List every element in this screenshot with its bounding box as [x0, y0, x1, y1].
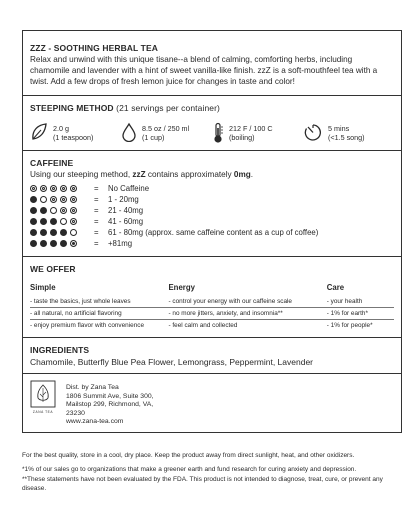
caffeine-dot-icon — [50, 185, 57, 192]
offer-item: - your health — [327, 296, 394, 308]
caffeine-section — [23, 151, 401, 257]
caffeine-dot-icon — [30, 185, 37, 192]
steep-temperature-note: (boiling) — [229, 132, 255, 142]
caffeine-scale-row — [30, 194, 394, 205]
offer-heading: Energy — [168, 283, 195, 292]
equals-sign: = — [94, 239, 99, 248]
offer-item: - control your energy with our caffeine scale — [168, 296, 326, 308]
caffeine-dots — [30, 185, 94, 192]
caffeine-dot-icon — [70, 240, 77, 247]
caffeine-dot-icon — [40, 229, 47, 236]
caffeine-dot-icon — [60, 185, 67, 192]
caffeine-dot-icon — [70, 207, 77, 214]
caffeine-range-label: 21 - 40mg — [108, 206, 144, 215]
offer-item: - 1% for earth* — [327, 308, 394, 320]
caffeine-dots — [30, 240, 94, 247]
steep-time-note: (<1.5 song) — [328, 132, 365, 142]
logo-text: ZANA TEA — [32, 410, 54, 414]
caffeine-scale-row — [30, 238, 394, 249]
steep-water-note: (1 cup) — [142, 132, 165, 142]
offer-item: - all natural, no artificial flavoring — [30, 308, 168, 320]
offer-item: - 1% for people* — [326, 322, 373, 329]
caffeine-summary-end: . — [250, 170, 254, 179]
distributor-website: www.zana-tea.com — [66, 418, 124, 426]
caffeine-scale-row — [30, 227, 394, 238]
steeping-row — [30, 122, 394, 144]
offer-heading: Simple — [30, 283, 56, 292]
ingredients-list: Chamomile, Butterfly Blue Pea Flower, Lemongrass, Peppermint, Lavender — [30, 357, 313, 367]
storage-note: For the best quality, store in a cool, dry place. Keep the product away from direct sunlight, heat, and other oxidizers. — [22, 452, 355, 459]
equals-sign: = — [94, 228, 99, 237]
caffeine-dot-icon — [60, 218, 67, 225]
ingredients-section — [23, 338, 401, 374]
caffeine-dot-icon — [50, 196, 57, 203]
distributor-line: Dist. by Zana Tea — [66, 384, 119, 391]
steeping-subtitle: (21 servings per container) — [116, 103, 220, 113]
steeping-section — [23, 96, 401, 151]
offer-columns — [30, 282, 394, 331]
caffeine-summary-pre: Using our steeping method, — [30, 170, 133, 179]
distributor-line: Mailstop 299, Richmond, VA, — [66, 401, 154, 409]
caffeine-dot-icon — [60, 207, 67, 214]
caffeine-dot-icon — [70, 229, 77, 236]
donation-footnote: *1% of our sales go to organizations that make a greener earth and fund research for curing anxiety and depression. — [22, 466, 357, 474]
offer-item: - taste the basics, just whole leaves — [30, 296, 168, 308]
caffeine-dot-icon — [60, 229, 67, 236]
offer-column-care — [327, 282, 394, 331]
offer-item: - enjoy premium flavor with convenience — [30, 322, 145, 329]
leaf-icon — [30, 122, 48, 142]
fda-disclaimer: **These statements have not been evaluated by the FDA. This product is not intended to diagnose, treat, cure, or prevent any disease. — [22, 475, 383, 492]
steep-amount-value: 2.0 g — [53, 124, 69, 133]
caffeine-dot-icon — [30, 229, 37, 236]
offer-title: WE OFFER — [30, 264, 76, 274]
intro-section — [23, 31, 401, 96]
equals-sign: = — [94, 184, 99, 193]
distributor-address — [66, 380, 154, 427]
offer-heading: Care — [326, 283, 345, 292]
caffeine-scale-row — [30, 205, 394, 216]
caffeine-dot-icon — [70, 185, 77, 192]
steep-water — [121, 122, 212, 144]
caffeine-dots — [30, 229, 94, 236]
caffeine-dot-icon — [50, 218, 57, 225]
steep-water-value: 8.5 oz / 250 ml — [142, 124, 190, 133]
distributor-line: 1806 Summit Ave, Suite 300, — [66, 392, 154, 400]
product-label — [22, 30, 402, 433]
thermometer-icon — [212, 122, 224, 144]
equals-sign: = — [94, 195, 99, 204]
caffeine-summary-brand: zzZ — [132, 170, 146, 179]
caffeine-summary-mid: contains approximately — [145, 170, 234, 179]
caffeine-dot-icon — [50, 240, 57, 247]
caffeine-dot-icon — [60, 196, 67, 203]
caffeine-dot-icon — [70, 196, 77, 203]
distributor-section — [23, 374, 401, 432]
equals-sign: = — [94, 217, 99, 226]
offer-section — [23, 257, 401, 338]
caffeine-title: CAFFEINE — [30, 158, 74, 168]
steep-time — [303, 122, 394, 144]
caffeine-range-label: 41 - 60mg — [108, 217, 144, 226]
distributor-line: 23230 — [66, 409, 85, 417]
steep-temperature — [212, 122, 303, 144]
caffeine-scale — [30, 183, 394, 249]
caffeine-dot-icon — [70, 218, 77, 225]
caffeine-dot-icon — [30, 196, 37, 203]
ingredients-title: INGREDIENTS — [30, 345, 90, 355]
caffeine-range-label: +81mg — [108, 239, 133, 248]
product-description: Relax and unwind with this unique tisane--a blend of calming, comforting herbs, including chamomile and lavender with a hint of sweet vanilla-like finish. zzZ is a soft-mouthfeel tea with a twist. Add a few drops of fresh lemon juice for changes in taste and color! — [30, 55, 378, 86]
offer-column-energy — [168, 282, 326, 331]
product-title: ZZZ - SOOTHING HERBAL TEA — [30, 43, 158, 53]
caffeine-dot-icon — [50, 229, 57, 236]
caffeine-dot-icon — [30, 240, 37, 247]
caffeine-dot-icon — [40, 218, 47, 225]
steep-amount — [30, 122, 121, 144]
zana-tea-logo — [30, 380, 56, 416]
caffeine-summary — [30, 169, 394, 180]
caffeine-range-label: No Caffeine — [108, 184, 150, 193]
caffeine-range-label: 61 - 80mg (approx. same caffeine content as a cup of coffee) — [108, 228, 319, 237]
caffeine-dot-icon — [60, 240, 67, 247]
offer-column-simple — [30, 282, 168, 331]
offer-item: - feel calm and collected — [168, 322, 238, 329]
water-drop-icon — [121, 122, 137, 142]
footer-notes — [22, 451, 402, 493]
offer-item: - no more jitters, anxiety, and insomnia** — [168, 308, 326, 320]
caffeine-dot-icon — [30, 218, 37, 225]
steep-time-value: 5 mins — [328, 124, 350, 133]
steeping-title: STEEPING METHOD — [30, 103, 114, 113]
caffeine-dot-icon — [30, 207, 37, 214]
caffeine-scale-row — [30, 183, 394, 194]
timer-icon — [303, 122, 323, 142]
caffeine-dot-icon — [40, 185, 47, 192]
caffeine-dots — [30, 196, 94, 203]
steeping-heading — [30, 103, 394, 113]
steep-amount-note: (1 teaspoon) — [53, 132, 94, 142]
caffeine-dots — [30, 207, 94, 214]
caffeine-scale-row — [30, 216, 394, 227]
caffeine-summary-amount: 0mg — [233, 170, 251, 179]
caffeine-dot-icon — [40, 240, 47, 247]
caffeine-dot-icon — [40, 196, 47, 203]
caffeine-dot-icon — [50, 207, 57, 214]
caffeine-range-label: 1 - 20mg — [108, 195, 139, 204]
equals-sign: = — [94, 206, 99, 215]
caffeine-dots — [30, 218, 94, 225]
caffeine-dot-icon — [40, 207, 47, 214]
steep-temperature-value: 212 F / 100 C — [229, 124, 273, 133]
